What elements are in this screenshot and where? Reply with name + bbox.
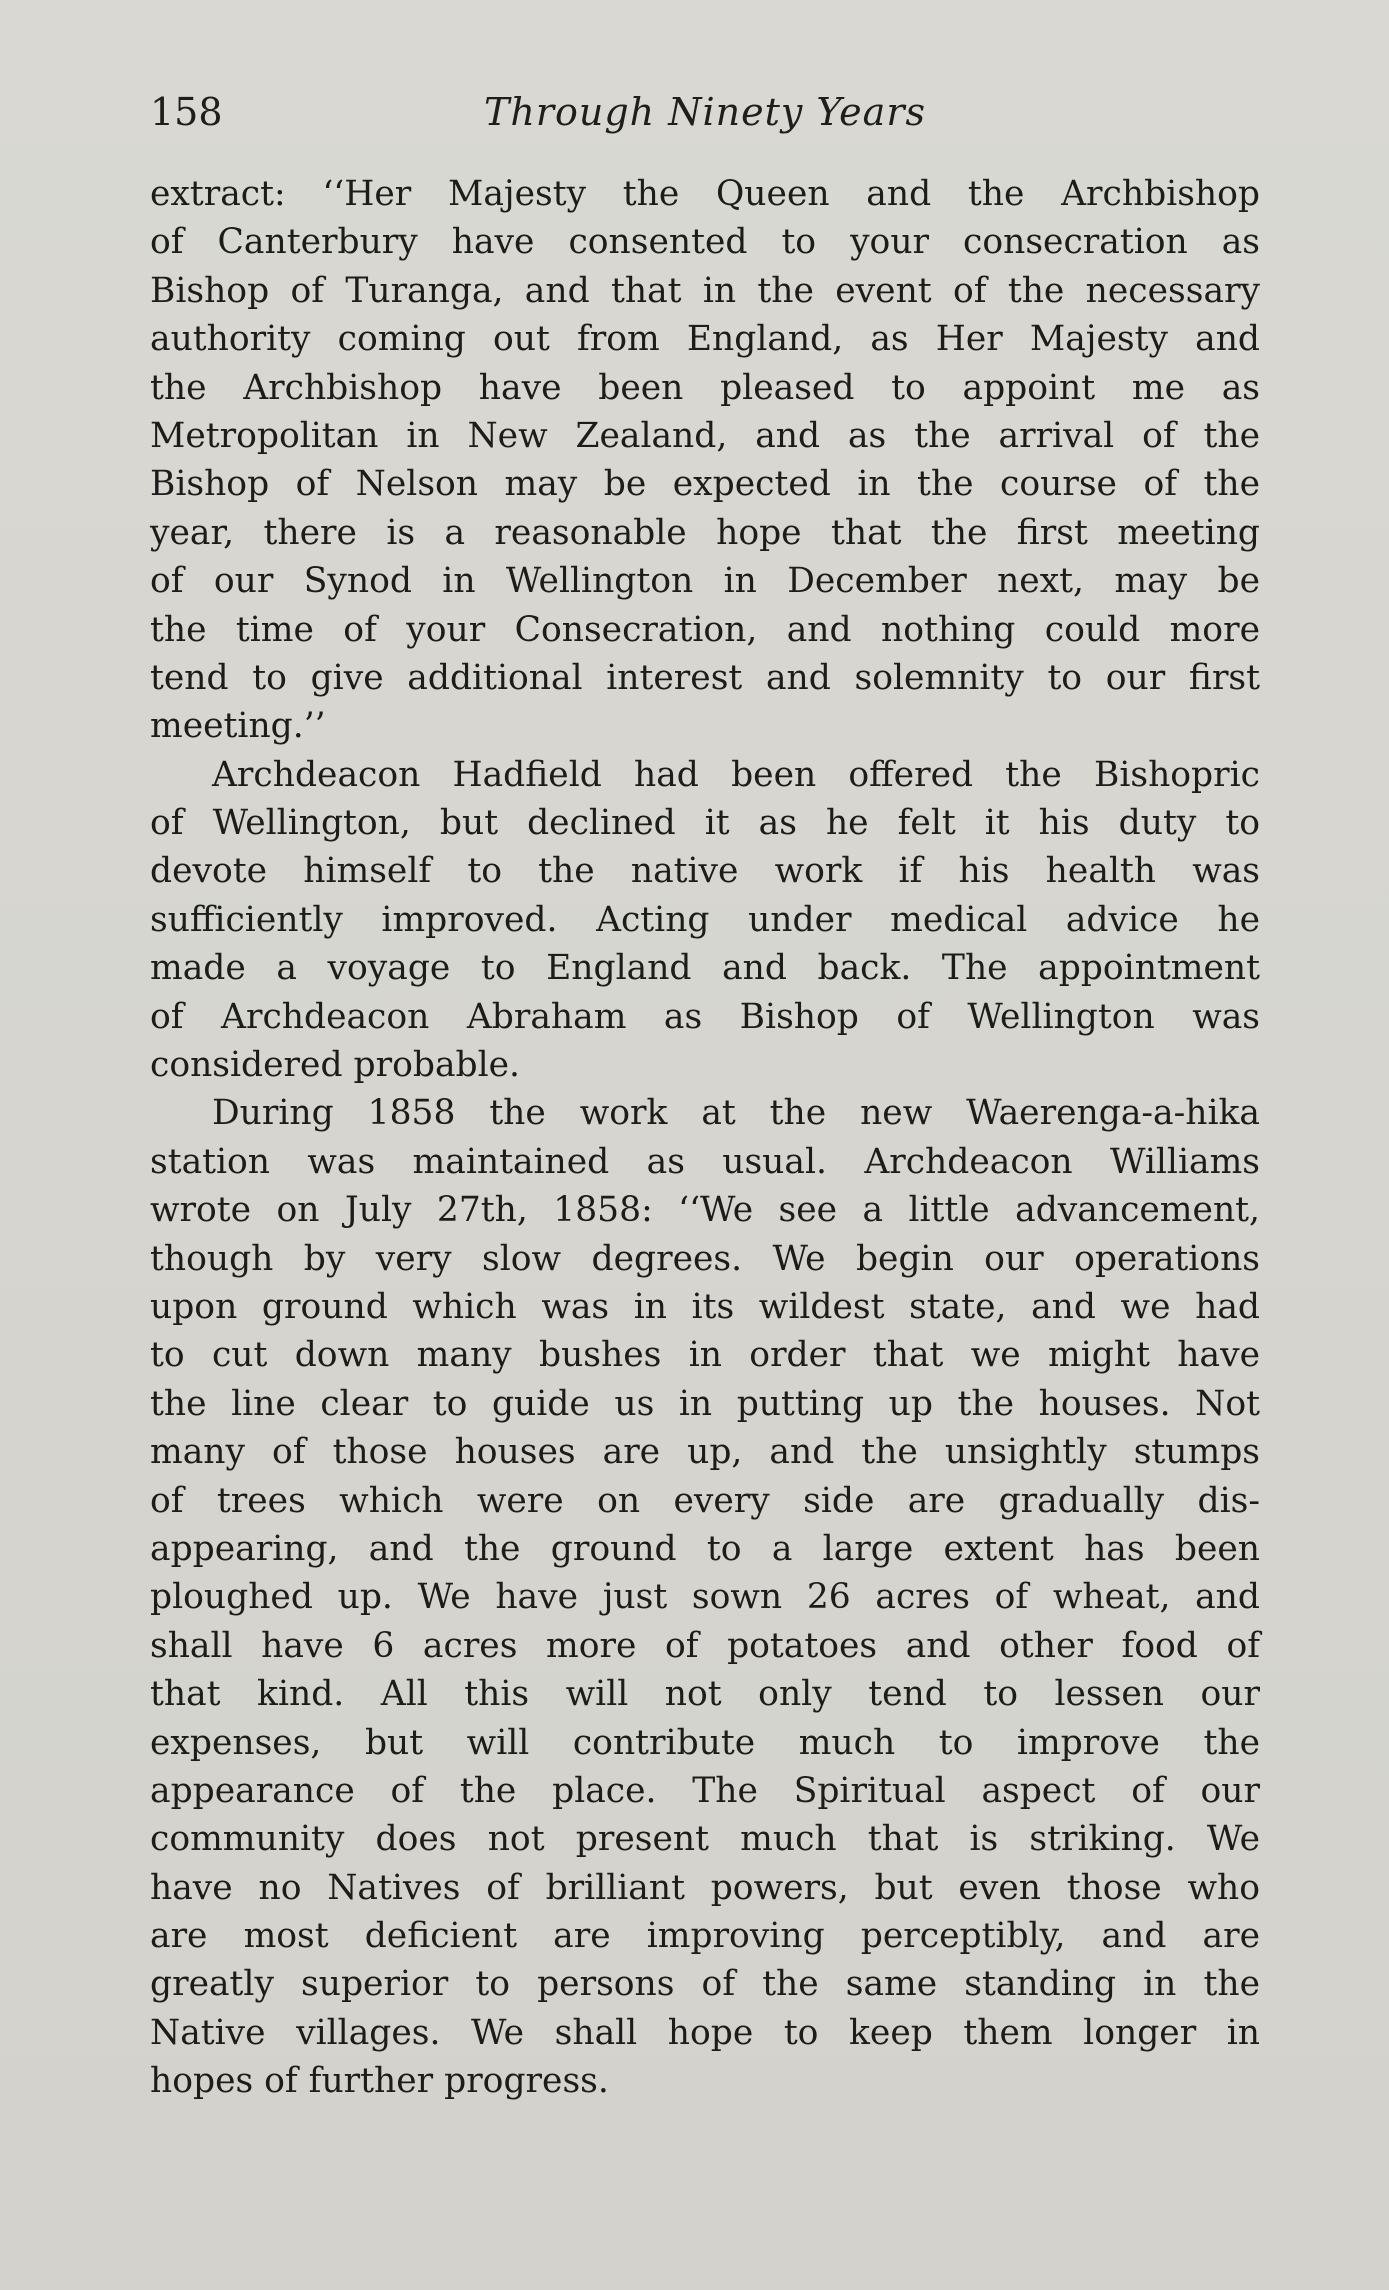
text-line: of Archdeacon Abraham as Bishop of Wellington was [150,996,1260,1037]
text-line: community does not present much that is striking. We [150,1819,1260,1860]
text-line: authority coming out from England, as Her Majesty and [150,319,1260,360]
text-line: devote himself to the native work if his health was [150,851,1260,892]
text-line: are most deficient are improving perceptibly, and are [150,1916,1260,1957]
text-line: Bishop of Nelson may be expected in the course of the [150,464,1260,505]
text-line: the line clear to guide us in putting up the houses. Not [150,1383,1260,1424]
text-line: to cut down many bushes in order that we might have [150,1335,1260,1376]
text-line: ploughed up. We have just sown 26 acres of wheat, and [150,1577,1260,1618]
text-line: of Wellington, but declined it as he felt it his duty to [150,803,1260,844]
text-line: wrote on July 27th, 1858: ‘‘We see a little advancement, [150,1190,1260,1231]
text-line: appearing, and the ground to a large extent has been [150,1528,1260,1569]
text-line: many of those houses are up, and the unsightly stumps [150,1432,1260,1473]
body-text [150,170,1260,2106]
paragraph-3 [150,1089,1260,2105]
text-line: expenses, but will contribute much to improve the [150,1722,1260,1763]
text-line: meeting.’’ [150,706,326,747]
text-line: appearance of the place. The Spiritual aspect of our [150,1770,1260,1811]
text-line: tend to give additional interest and solemnity to our first [150,657,1260,698]
text-line: station was maintained as usual. Archdeacon Williams [150,1141,1260,1182]
text-line: upon ground which was in its wildest state, and we had [150,1286,1260,1327]
text-line: Bishop of Turanga, and that in the event of the necessary [150,270,1260,311]
text-line: Metropolitan in New Zealand, and as the arrival of the [150,415,1260,456]
text-line: Archdeacon Hadfield had been offered the Bishopric [212,754,1260,795]
text-line: year, there is a reasonable hope that the first meeting [150,512,1260,553]
text-line: the Archbishop have been pleased to appoint me as [150,367,1260,408]
text-line: Native villages. We shall hope to keep them longer in [150,2012,1260,2053]
text-line: of our Synod in Wellington in December next, may be [150,561,1260,602]
text-line: of trees which were on every side are gradually dis- [150,1480,1260,1521]
page-header [150,88,1260,148]
text-line: have no Natives of brilliant powers, but even those who [150,1867,1260,1908]
text-line: the time of your Consecration, and nothing could more [150,609,1260,650]
text-line: hopes of further progress. [150,2061,609,2102]
running-title: Through Ninety Years [484,90,926,134]
text-line: sufficiently improved. Acting under medical advice he [150,899,1260,940]
text-line: of Canterbury have consented to your consecration as [150,222,1260,263]
paragraph-1 [150,170,1260,751]
text-line: greatly superior to persons of the same standing in the [150,1964,1260,2005]
text-line: made a voyage to England and back. The appointment [150,948,1260,989]
text-line: though by very slow degrees. We begin our operations [150,1238,1260,1279]
text-line: that kind. All this will not only tend to lessen our [150,1674,1260,1715]
paragraph-2 [150,751,1260,1090]
page-number: 158 [150,90,223,134]
text-line: shall have 6 acres more of potatoes and other food of [150,1625,1260,1666]
text-line: During 1858 the work at the new Waerenga-a-hika [212,1093,1260,1134]
text-line: extract: ‘‘Her Majesty the Queen and the Archbishop [150,174,1260,214]
text-line: considered probable. [150,1045,521,1086]
